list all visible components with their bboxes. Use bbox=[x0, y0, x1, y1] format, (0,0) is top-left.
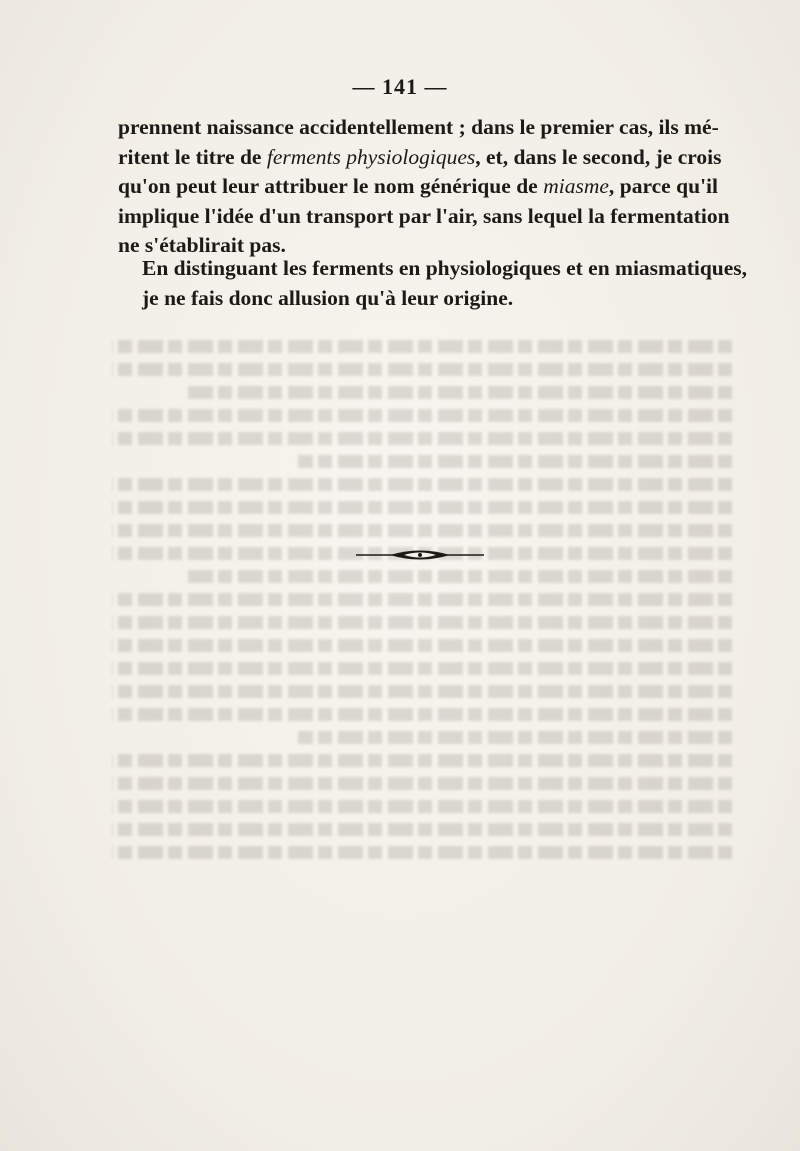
paragraph-1-line: ritent le titre de ferments physiologiques, et, dans le second, je crois bbox=[118, 144, 722, 169]
paragraph-2 bbox=[118, 254, 748, 313]
paragraph-1-line: implique l'idée d'un transport par l'air, sans lequel la fermentation bbox=[118, 203, 730, 228]
show-through-text bbox=[112, 330, 732, 1090]
page-number-header: — 141 — bbox=[352, 74, 448, 99]
paragraph-2-line: En distinguant les ferments en physiologiques et en miasmatiques, bbox=[142, 256, 748, 280]
paragraph-1 bbox=[118, 113, 730, 261]
italic-term: ferments physiologiques bbox=[266, 144, 476, 169]
paragraph-1-line: ne s'établirait pas. bbox=[118, 233, 286, 258]
paragraph-1-line: prennent naissance accidentellement ; dans le premier cas, ils mé- bbox=[118, 115, 719, 139]
italic-term: miasme bbox=[543, 174, 609, 199]
paragraph-1-line: qu'on peut leur attribuer le nom générique de miasme, parce qu'il bbox=[118, 174, 718, 199]
ornamental-rule-icon bbox=[356, 546, 484, 564]
paragraph-2-line: je ne fais donc allusion qu'à leur origine. bbox=[142, 285, 514, 310]
